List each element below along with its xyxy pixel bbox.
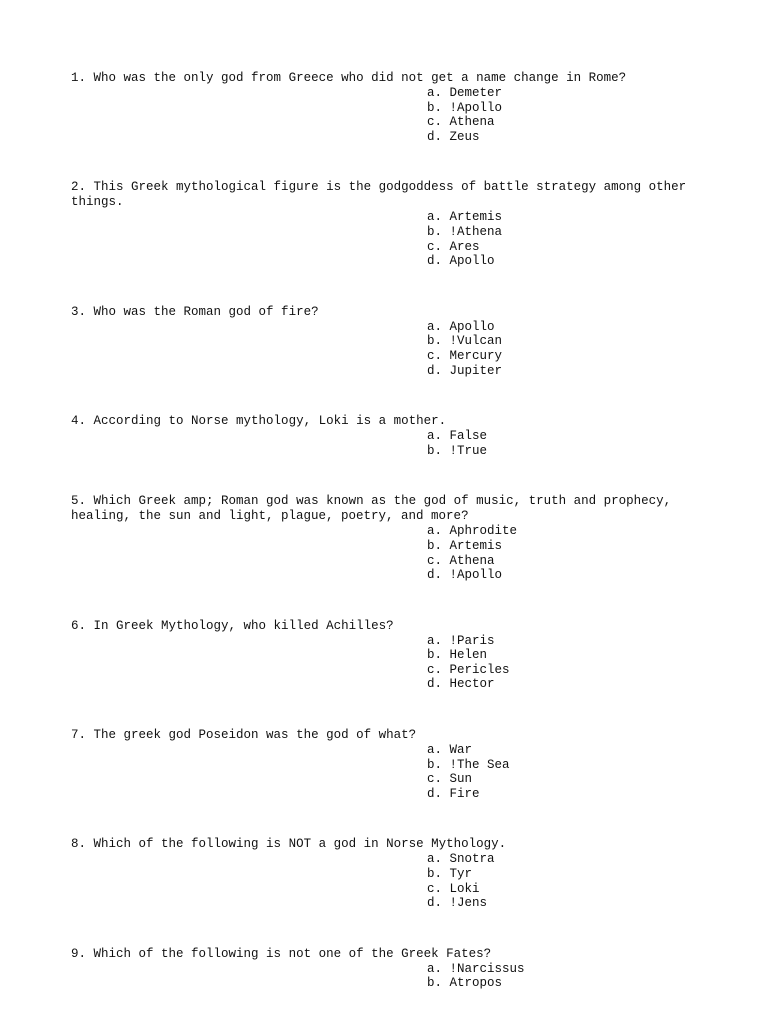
option-letter: a. (427, 210, 443, 225)
question-text (71, 728, 711, 743)
answer-option (427, 648, 711, 663)
option-text: Sun (449, 772, 473, 787)
option-text: False (449, 429, 488, 444)
answer-option (427, 320, 711, 335)
question-block-1 (71, 71, 711, 144)
option-text: !Narcissus (449, 961, 525, 976)
answer-option (427, 334, 711, 349)
option-text: Demeter (449, 86, 503, 100)
answer-option (427, 364, 711, 379)
answer-option (427, 115, 711, 130)
option-letter: a. (427, 429, 443, 444)
option-text: Jupiter (449, 363, 503, 378)
answer-option (427, 787, 711, 802)
question-block-6 (71, 619, 711, 692)
option-letter: a. (427, 852, 443, 867)
option-letter: c. (427, 348, 443, 363)
question-prompt: Who was the Roman god of fire? (93, 304, 319, 319)
answer-options (427, 852, 711, 910)
answer-option (427, 852, 711, 867)
answer-option (427, 225, 711, 240)
question-number: 7. (71, 728, 87, 743)
option-letter: a. (427, 633, 443, 648)
option-letter: b. (427, 334, 443, 349)
answer-option (427, 240, 711, 255)
option-text: !The Sea (449, 757, 510, 772)
question-number: 8. (71, 837, 87, 852)
answer-option (427, 429, 711, 444)
answer-options (427, 429, 711, 458)
option-letter: c. (427, 239, 443, 254)
answer-option (427, 758, 711, 773)
answer-option (427, 882, 711, 897)
answer-option (427, 568, 711, 583)
question-number: 2. (71, 180, 87, 195)
option-text: !Apollo (449, 568, 503, 583)
option-letter: d. (427, 896, 443, 911)
question-prompt: In Greek Mythology, who killed Achilles? (93, 618, 394, 633)
answer-options (427, 962, 711, 991)
option-letter: c. (427, 553, 443, 568)
option-letter: a. (427, 743, 443, 758)
answer-option (427, 524, 711, 539)
option-text: Fire (449, 786, 480, 801)
option-letter: b. (427, 100, 443, 115)
option-letter: a. (427, 319, 443, 334)
question-block-9 (71, 947, 711, 991)
answer-options (427, 210, 711, 268)
option-text: Helen (449, 648, 488, 663)
answer-option (427, 210, 711, 225)
question-prompt: The greek god Poseidon was the god of what? (93, 728, 417, 743)
answer-option (427, 743, 711, 758)
option-text: !Jens (449, 896, 488, 911)
answer-option (427, 896, 711, 911)
option-letter: b. (427, 648, 443, 663)
answer-option (427, 254, 711, 269)
answer-options (427, 743, 711, 801)
question-prompt: Which Greek amp; Roman god was known as the god of music, truth and prophecy, healing, the sun and light, plague, poetry, and more? (71, 494, 679, 524)
question-number: 3. (71, 304, 87, 319)
question-prompt: According to Norse mythology, Loki is a mother. (93, 414, 447, 429)
answer-option (427, 130, 711, 145)
answer-option (427, 976, 711, 991)
question-block-3 (71, 305, 711, 378)
question-prompt: Which of the following is not one of the Greek Fates? (93, 946, 492, 961)
option-letter: b. (427, 443, 443, 458)
option-text: Pericles (449, 662, 510, 677)
option-text: Aphrodite (449, 524, 518, 539)
option-text: !Apollo (449, 100, 503, 115)
option-text: !Athena (449, 224, 503, 239)
quiz-document (71, 71, 711, 1027)
option-text: Snotra (449, 852, 495, 867)
question-prompt: Which of the following is NOT a god in Norse Mythology. (93, 837, 507, 852)
question-text (71, 71, 711, 86)
option-text: Apollo (449, 254, 495, 269)
option-letter: b. (427, 757, 443, 772)
answer-option (427, 867, 711, 882)
option-letter: b. (427, 224, 443, 239)
option-text: Athena (449, 553, 495, 568)
question-block-7 (71, 728, 711, 801)
option-text: !True (449, 443, 488, 458)
option-letter: a. (427, 86, 443, 100)
question-number: 4. (71, 414, 87, 429)
answer-option (427, 444, 711, 459)
question-block-2 (71, 180, 711, 268)
answer-options (427, 524, 711, 582)
question-text (71, 180, 711, 210)
answer-option (427, 539, 711, 554)
answer-options (427, 634, 711, 692)
question-number: 9. (71, 946, 87, 961)
answer-options (427, 320, 711, 378)
option-letter: a. (427, 961, 443, 976)
option-text: Atropos (449, 976, 503, 991)
answer-option (427, 663, 711, 678)
option-text: Athena (449, 115, 495, 130)
option-letter: b. (427, 867, 443, 882)
question-text (71, 837, 711, 852)
option-text: Ares (449, 239, 480, 254)
option-letter: c. (427, 881, 443, 896)
option-letter: c. (427, 115, 443, 130)
option-letter: d. (427, 677, 443, 692)
question-block-5 (71, 494, 711, 582)
answer-options (427, 86, 711, 144)
question-prompt: Who was the only god from Greece who did not get a name change in Rome? (93, 71, 627, 85)
answer-option (427, 86, 711, 101)
option-text: Artemis (449, 538, 503, 553)
answer-option (427, 962, 711, 977)
option-letter: c. (427, 662, 443, 677)
answer-option (427, 101, 711, 116)
answer-option (427, 349, 711, 364)
answer-option (427, 677, 711, 692)
answer-option (427, 554, 711, 569)
question-block-8 (71, 837, 711, 910)
option-text: Loki (449, 881, 480, 896)
option-text: Apollo (449, 319, 495, 334)
option-text: !Vulcan (449, 334, 503, 349)
option-letter: b. (427, 976, 443, 991)
option-text: Hector (449, 677, 495, 692)
question-prompt: This Greek mythological figure is the godgoddess of battle strategy among other things. (71, 180, 694, 210)
option-text: Zeus (449, 129, 480, 144)
answer-option (427, 772, 711, 787)
question-number: 5. (71, 494, 87, 509)
option-text: War (449, 743, 473, 758)
answer-option (427, 634, 711, 649)
option-text: Tyr (449, 867, 473, 882)
option-text: !Paris (449, 633, 495, 648)
question-text (71, 947, 711, 962)
option-letter: d. (427, 568, 443, 583)
question-number: 1. (71, 71, 87, 85)
question-text (71, 494, 711, 524)
question-text (71, 305, 711, 320)
option-letter: c. (427, 772, 443, 787)
question-text (71, 619, 711, 634)
question-number: 6. (71, 618, 87, 633)
option-text: Mercury (449, 348, 503, 363)
option-letter: d. (427, 786, 443, 801)
option-text: Artemis (449, 210, 503, 225)
option-letter: b. (427, 538, 443, 553)
option-letter: a. (427, 524, 443, 539)
question-text (71, 414, 711, 429)
question-block-4 (71, 414, 711, 458)
option-letter: d. (427, 129, 443, 144)
option-letter: d. (427, 254, 443, 269)
option-letter: d. (427, 363, 443, 378)
